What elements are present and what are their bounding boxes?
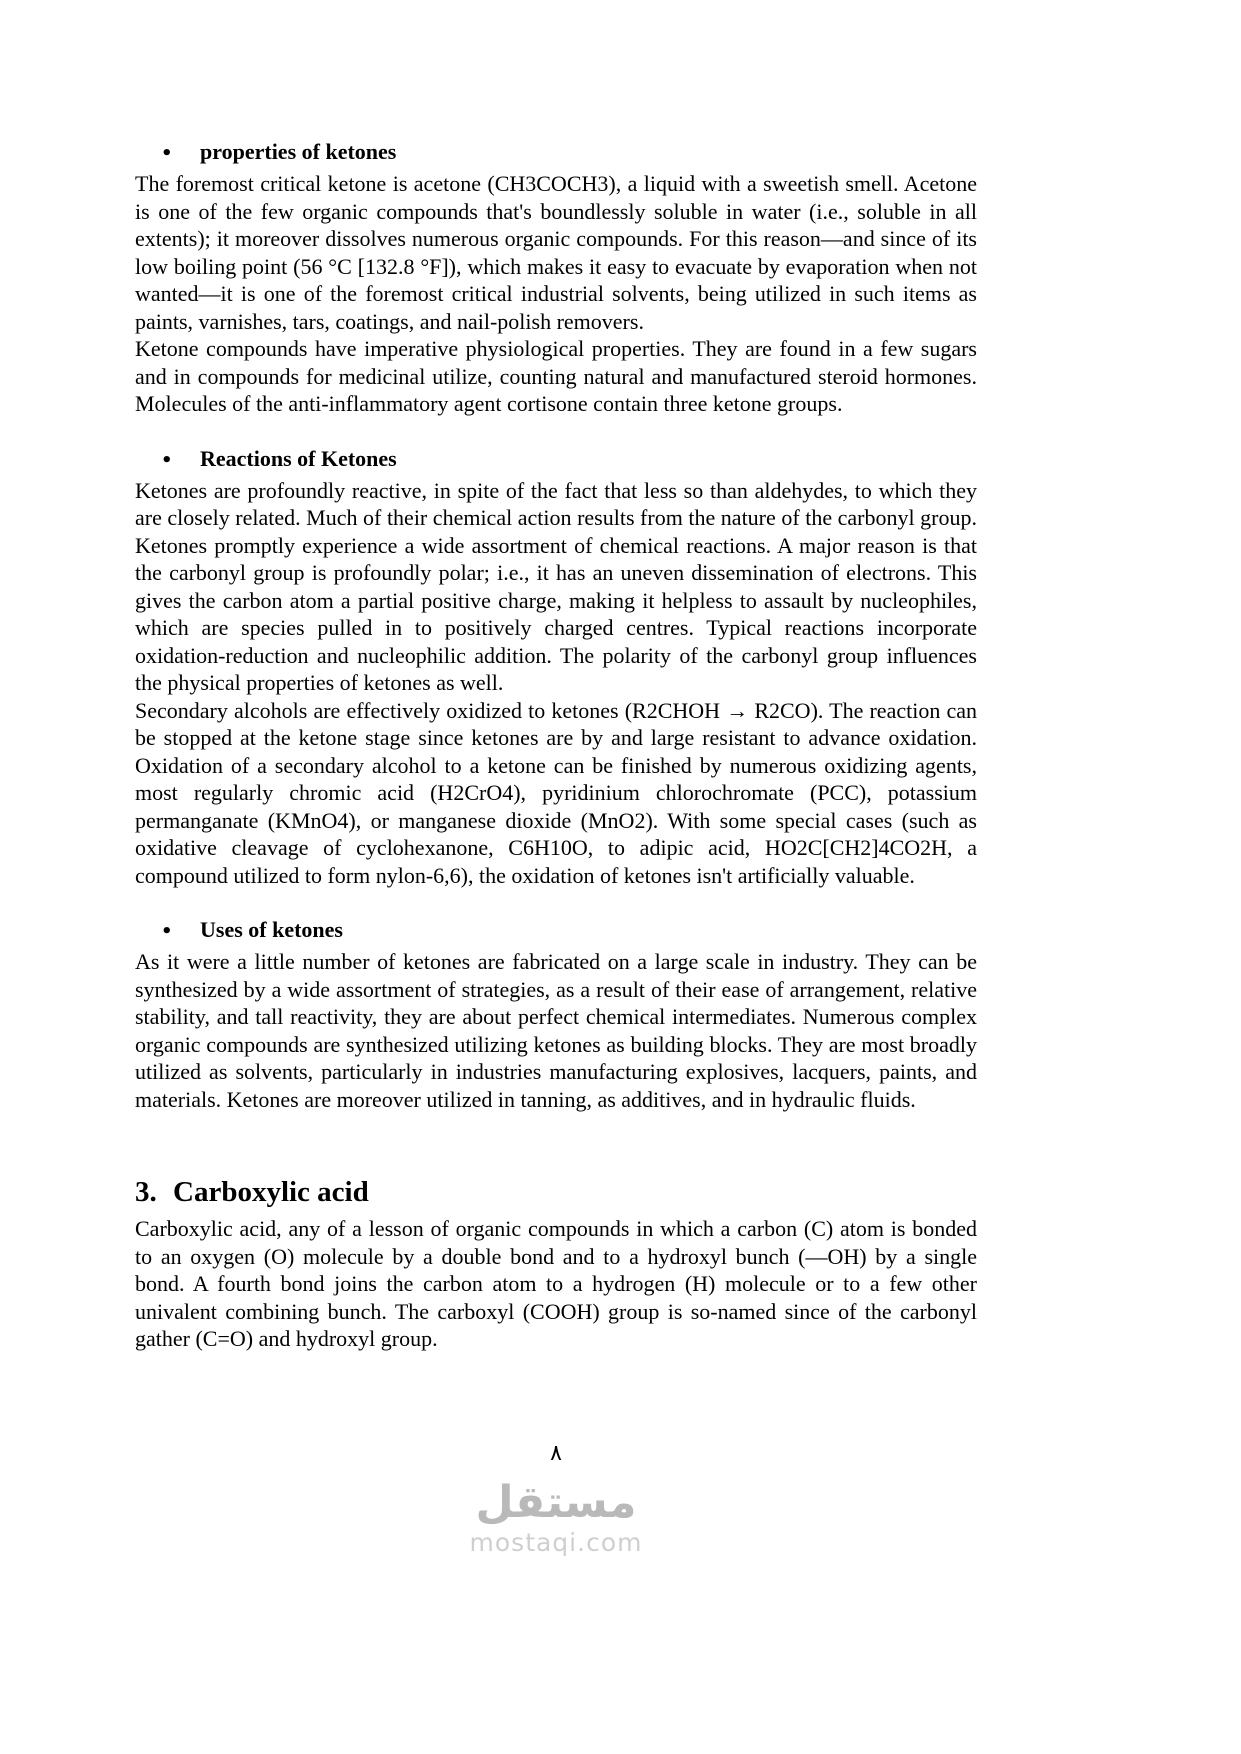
heading-carboxylic-acid [135, 1175, 977, 1209]
heading-title: Carboxylic acid [173, 1176, 369, 1208]
bullet-heading-label: Uses of ketones [200, 917, 343, 942]
paragraph: Ketone compounds have imperative physiological properties. They are found in a few sugars and in compounds for medicinal utilize, counting natural and manufactured steroid hormones. Molecules of the anti-inflammatory agent cortisone contain three ketone groups. [135, 336, 977, 416]
bullet-heading-properties [135, 138, 977, 168]
page-number: ٨ [550, 1440, 562, 1465]
paragraph: As it were a little number of ketones are fabricated on a large scale in industry. They can be synthesized by a wide assortment of strategies, as a result of their ease of arrangement, relative stability, and tall reactivity, they are about perfect chemical intermediates. Numerous complex organic compounds are synthesized utilizing ketones as building blocks. They are most broadly utilized as solvents, particularly in industries manufacturing explosives, lacquers, paints, and materials. Ketones are moreover utilized in tanning, as additives, and in hydraulic fluids. [135, 949, 977, 1112]
watermark-logo-text: مستقل [475, 1477, 637, 1528]
bullet-heading-uses [135, 916, 977, 946]
bullet-icon: • [161, 143, 173, 164]
document-body [135, 138, 977, 1353]
heading-number: 3. [135, 1176, 157, 1208]
section-uses-of-ketones [135, 916, 977, 1113]
bullet-heading-reactions [135, 445, 977, 475]
bullet-icon: • [161, 449, 173, 471]
bullet-icon: • [161, 921, 173, 942]
paragraph: Ketones are profoundly reactive, in spite of the fact that less so than aldehydes, to which they are closely related. Much of their chemical action results from the nature of the carbonyl group. Ketones promptly experience a wide assortment of chemical reactions. A major reason is that the carbonyl group is profoundly polar; i.e., it has an uneven dissemination of electrons. This gives the carbon atom a partial positive charge, making it helpless to assault by nucleophiles, which are species pulled in to positively charged centres. Typical reactions incorporate oxidation-reduction and nucleophilic addition. The polarity of the carbonyl group influences the physical properties of ketones as well. [135, 477, 977, 695]
bullet-heading-label: properties of ketones [200, 139, 397, 164]
section-properties-of-ketones [135, 138, 977, 418]
watermark [135, 1478, 977, 1558]
paragraph: Secondary alcohols are effectively oxidized to ketones (R2CHOH → R2CO). The reaction can be stopped at the ketone stage since ketones are by and large resistant to advance oxidation. Oxidation of a secondary alcohol to a ketone can be finished by numerous oxidizing agents, most regularly chromic acid (H2CrO4), pyridinium chlorochromate (PCC), potassium permanganate (KMnO4), or manganese dioxide (MnO2). With some special cases (such as oxidative cleavage of cyclohexanone, C6H10O, to adipic acid, HO2C[CH2]4CO2H, a compound utilized to form nylon-6,6), the oxidation of ketones isn't artificially valuable. [135, 697, 977, 888]
section-reactions-of-ketones [135, 445, 977, 890]
watermark-site-text: mostaqi.com [469, 1528, 643, 1557]
paragraph: The foremost critical ketone is acetone (CH3COCH3), a liquid with a sweetish smell. Acetone is one of the few organic compounds that's boundlessly soluble in water (i.e., soluble in all extents); it moreover dissolves numerous organic compounds. For this reason—and since of its low boiling point (56 °C [132.8 °F]), which makes it easy to evacuate by evaporation when not wanted—it is one of the foremost critical industrial solvents, being utilized in such items as paints, varnishes, tars, coatings, and nail-polish removers. [135, 171, 977, 334]
paragraph: Carboxylic acid, any of a lesson of organic compounds in which a carbon (C) atom is bonded to an oxygen (O) molecule by a double bond and to a hydroxyl bunch (—OH) by a single bond. A fourth bond joins the carbon atom to a hydrogen (H) molecule or to a few other univalent combining bunch. The carboxyl (COOH) group is so-named since of the carbonyl gather (C=O) and hydroxyl group. [135, 1216, 977, 1351]
bullet-heading-label: Reactions of Ketones [200, 445, 397, 471]
